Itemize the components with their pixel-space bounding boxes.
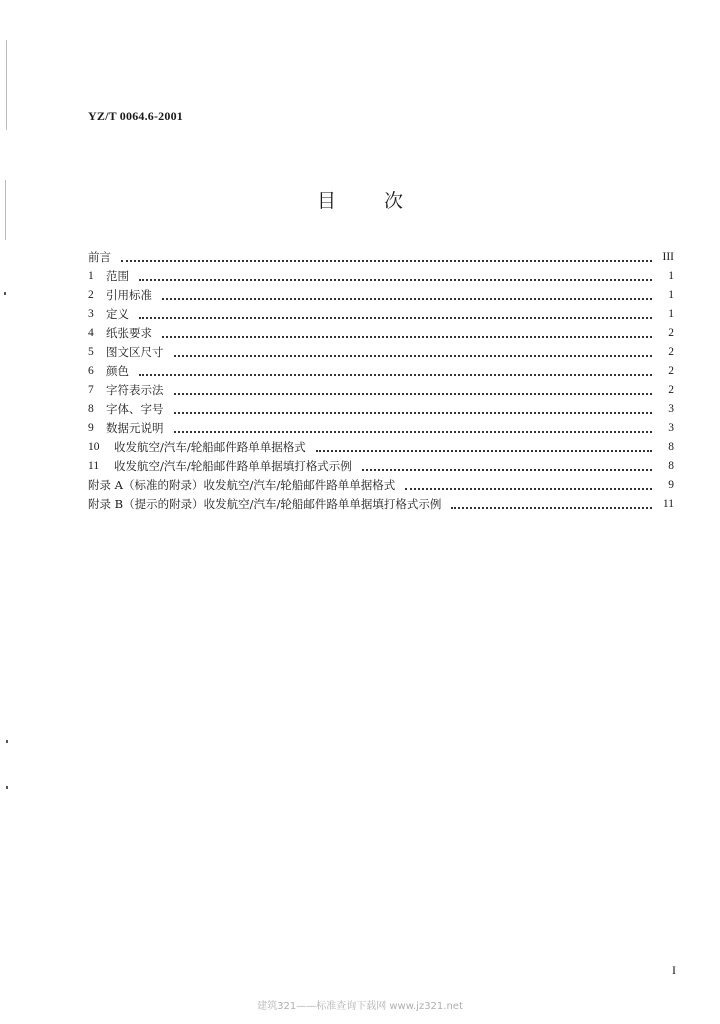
toc-entry-page: 2: [668, 384, 674, 396]
toc-entry-number: 3: [88, 308, 94, 320]
toc-entry-3[interactable]: [88, 305, 674, 324]
toc-entry-number: 1: [88, 270, 94, 282]
page-number: I: [672, 963, 676, 977]
toc-entry-page: 2: [668, 365, 674, 377]
toc-entry-label: 附录 B（提示的附录）收发航空/汽车/轮船邮件路单单据填打格式示例: [88, 497, 442, 511]
toc-entry-label: 数据元说明: [106, 421, 164, 435]
toc-entry-8[interactable]: [88, 400, 674, 419]
leader-dots: [139, 373, 652, 376]
toc-entry-4[interactable]: [88, 324, 674, 343]
toc-entry-number: 10: [88, 441, 100, 453]
toc-entry-appendix-b[interactable]: [88, 495, 674, 514]
leader-dots: [174, 392, 653, 395]
leader-dots: [405, 487, 652, 490]
toc-entry-page: 1: [668, 289, 674, 301]
leader-dots: [174, 354, 653, 357]
toc-entry-label: 范围: [106, 269, 129, 283]
toc-entry-page: 11: [662, 498, 674, 510]
toc-title-char-2: 次: [384, 190, 404, 212]
toc-entry-5[interactable]: [88, 343, 674, 362]
toc-entry-label: 定义: [106, 307, 129, 321]
leader-dots: [162, 297, 652, 300]
scan-speck: [6, 786, 8, 789]
standard-code: YZ/T 0064.6-2001: [88, 109, 183, 123]
toc-entry-label: 收发航空/汽车/轮船邮件路单单据格式: [114, 440, 306, 454]
toc-entry-label: 前言: [88, 250, 111, 264]
toc-entry-6[interactable]: [88, 362, 674, 381]
scan-speck: [4, 292, 6, 295]
toc-entry-number: 4: [88, 327, 94, 339]
toc-entry-page: 8: [668, 441, 674, 453]
toc-entry-label: 字符表示法: [106, 383, 164, 397]
toc-entry-number: 8: [88, 403, 94, 415]
scan-edge-line: [5, 180, 6, 240]
toc-entry-label: 收发航空/汽车/轮船邮件路单单据填打格式示例: [114, 459, 352, 473]
toc-entry-2[interactable]: [88, 286, 674, 305]
toc-entry-number: 9: [88, 422, 94, 434]
toc-entry-10[interactable]: [88, 438, 674, 457]
toc-entry-number: 2: [88, 289, 94, 301]
toc-entry-foreword[interactable]: [88, 248, 674, 267]
leader-dots: [174, 430, 653, 433]
table-of-contents: [88, 248, 674, 514]
toc-entry-page: 2: [668, 327, 674, 339]
leader-dots: [139, 278, 652, 281]
toc-entry-page: 1: [668, 270, 674, 282]
leader-dots: [121, 259, 652, 262]
leader-dots: [316, 449, 652, 452]
toc-entry-label: 纸张要求: [106, 326, 152, 340]
leader-dots: [139, 316, 652, 319]
toc-entry-number: 7: [88, 384, 94, 396]
watermark: 建筑321——标准查询下载网 www.jz321.net: [257, 1001, 463, 1012]
toc-entry-label: 字体、字号: [106, 402, 164, 416]
toc-entry-9[interactable]: [88, 419, 674, 438]
toc-entry-label: 图文区尺寸: [106, 345, 164, 359]
toc-entry-page: 2: [668, 346, 674, 358]
toc-entry-number: 5: [88, 346, 94, 358]
leader-dots: [174, 411, 653, 414]
toc-entry-page: 8: [668, 460, 674, 472]
toc-entry-label: 引用标准: [106, 288, 152, 302]
toc-entry-number: 11: [88, 460, 100, 472]
toc-entry-11[interactable]: [88, 457, 674, 476]
toc-entry-page: 1: [668, 308, 674, 320]
toc-title: [0, 186, 720, 213]
toc-entry-page: III: [662, 251, 674, 263]
toc-entry-page: 9: [668, 479, 674, 491]
toc-entry-page: 3: [668, 403, 674, 415]
toc-entry-page: 3: [668, 422, 674, 434]
toc-entry-1[interactable]: [88, 267, 674, 286]
toc-entry-7[interactable]: [88, 381, 674, 400]
leader-dots: [362, 468, 652, 471]
toc-title-char-1: 目: [316, 190, 336, 212]
toc-entry-label: 附录 A（标准的附录）收发航空/汽车/轮船邮件路单单据格式: [88, 478, 396, 492]
toc-entry-appendix-a[interactable]: [88, 476, 674, 495]
leader-dots: [451, 506, 652, 509]
toc-entry-label: 颜色: [106, 364, 129, 378]
scan-speck: [6, 740, 8, 743]
toc-entry-number: 6: [88, 365, 94, 377]
scan-edge-line: [6, 40, 7, 130]
leader-dots: [162, 335, 652, 338]
